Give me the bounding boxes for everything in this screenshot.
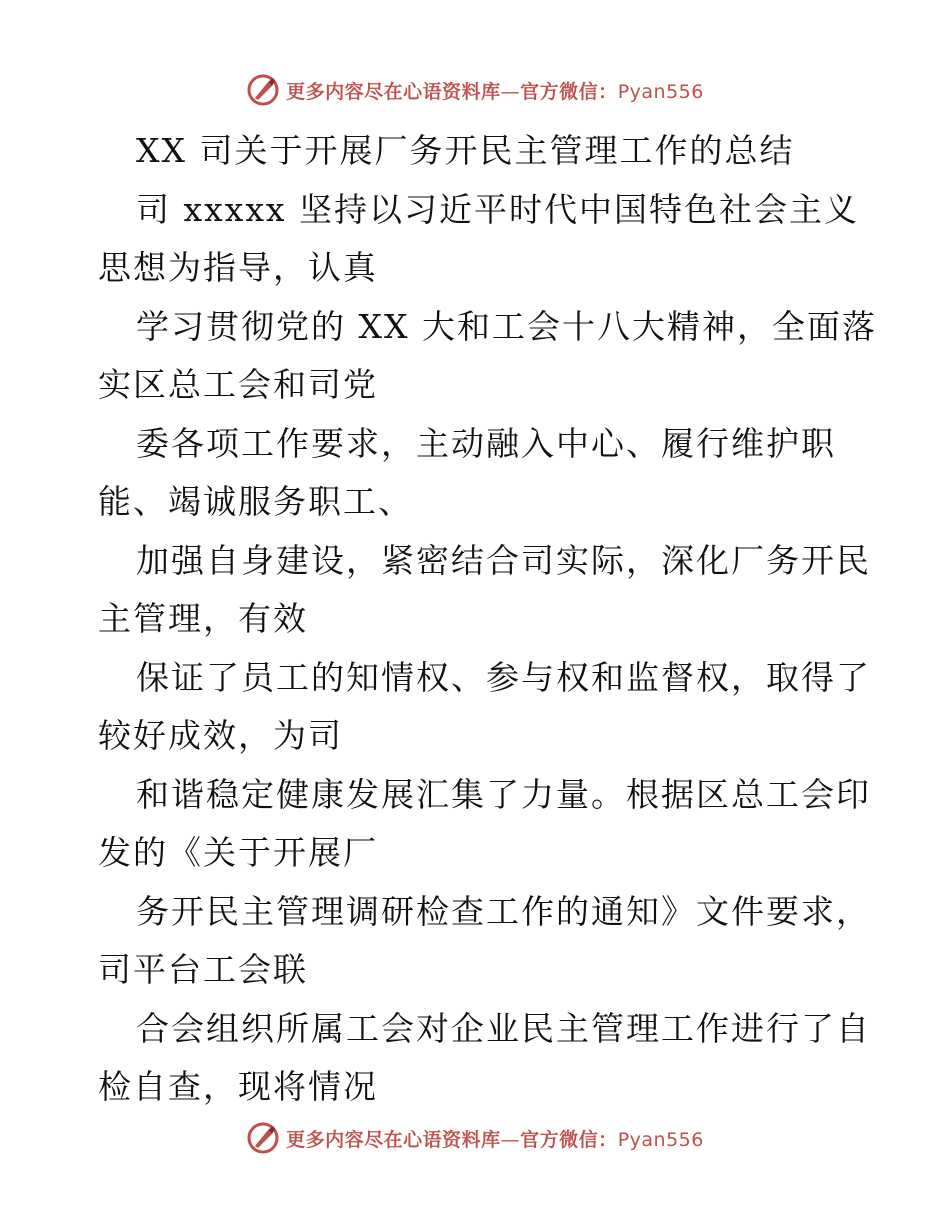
text-line: 思想为指导，认真 xyxy=(98,248,378,287)
text-line: 检自查，现将情况 xyxy=(98,1067,378,1106)
text-line: 委各项工作要求，主动融入中心、履行维护职 xyxy=(136,423,836,463)
text-line: 务开民主管理调研检查工作的通知》文件要求， xyxy=(136,891,871,931)
banner-main-text: 更多内容尽在心语资料库 xyxy=(286,1128,501,1151)
text-line: 发的《关于开展厂 xyxy=(98,833,378,872)
text-line: 实区总工会和司党 xyxy=(98,365,378,404)
text-line: 合会组织所属工会对企业民主管理工作进行了自 xyxy=(136,1008,871,1048)
text-line: 较好成效，为司 xyxy=(98,716,343,755)
banner-wechat-id: Pyan556 xyxy=(617,1128,704,1151)
text-line: 能、竭诚服务职工、 xyxy=(98,482,413,521)
banner-wechat-label: 官方微信： xyxy=(520,1128,618,1151)
banner-text xyxy=(286,77,704,104)
text-line: 和谐稳定健康发展汇集了力量。根据区总工会印 xyxy=(136,774,871,814)
document-body xyxy=(98,122,877,1117)
banner-main-text: 更多内容尽在心语资料库 xyxy=(286,80,501,103)
banner-text xyxy=(286,1125,704,1152)
text-line: 加强自身建设，紧密结合司实际，深化厂务开民 xyxy=(136,540,871,580)
text-line: 学习贯彻党的 XX 大和工会十八大精神，全面落 xyxy=(136,306,877,346)
banner-wechat-label: 官方微信： xyxy=(520,80,618,103)
footer-banner xyxy=(0,1118,950,1158)
header-banner xyxy=(0,70,950,110)
banner-wechat-id: Pyan556 xyxy=(617,80,704,103)
pen-leaf-logo-icon xyxy=(246,1121,280,1155)
text-line: 主管理，有效 xyxy=(98,599,308,638)
pen-leaf-logo-icon xyxy=(246,73,280,107)
text-line: 保证了员工的知情权、参与权和监督权，取得了 xyxy=(136,657,871,697)
banner-separator: — xyxy=(500,80,521,103)
text-line: 司 xxxxx 坚持以习近平时代中国特色社会主义 xyxy=(136,189,860,229)
document-title: XX 司关于开展厂务开民主管理工作的总结 xyxy=(136,131,795,170)
banner-separator: — xyxy=(500,1128,521,1151)
text-line: 司平台工会联 xyxy=(98,950,308,989)
